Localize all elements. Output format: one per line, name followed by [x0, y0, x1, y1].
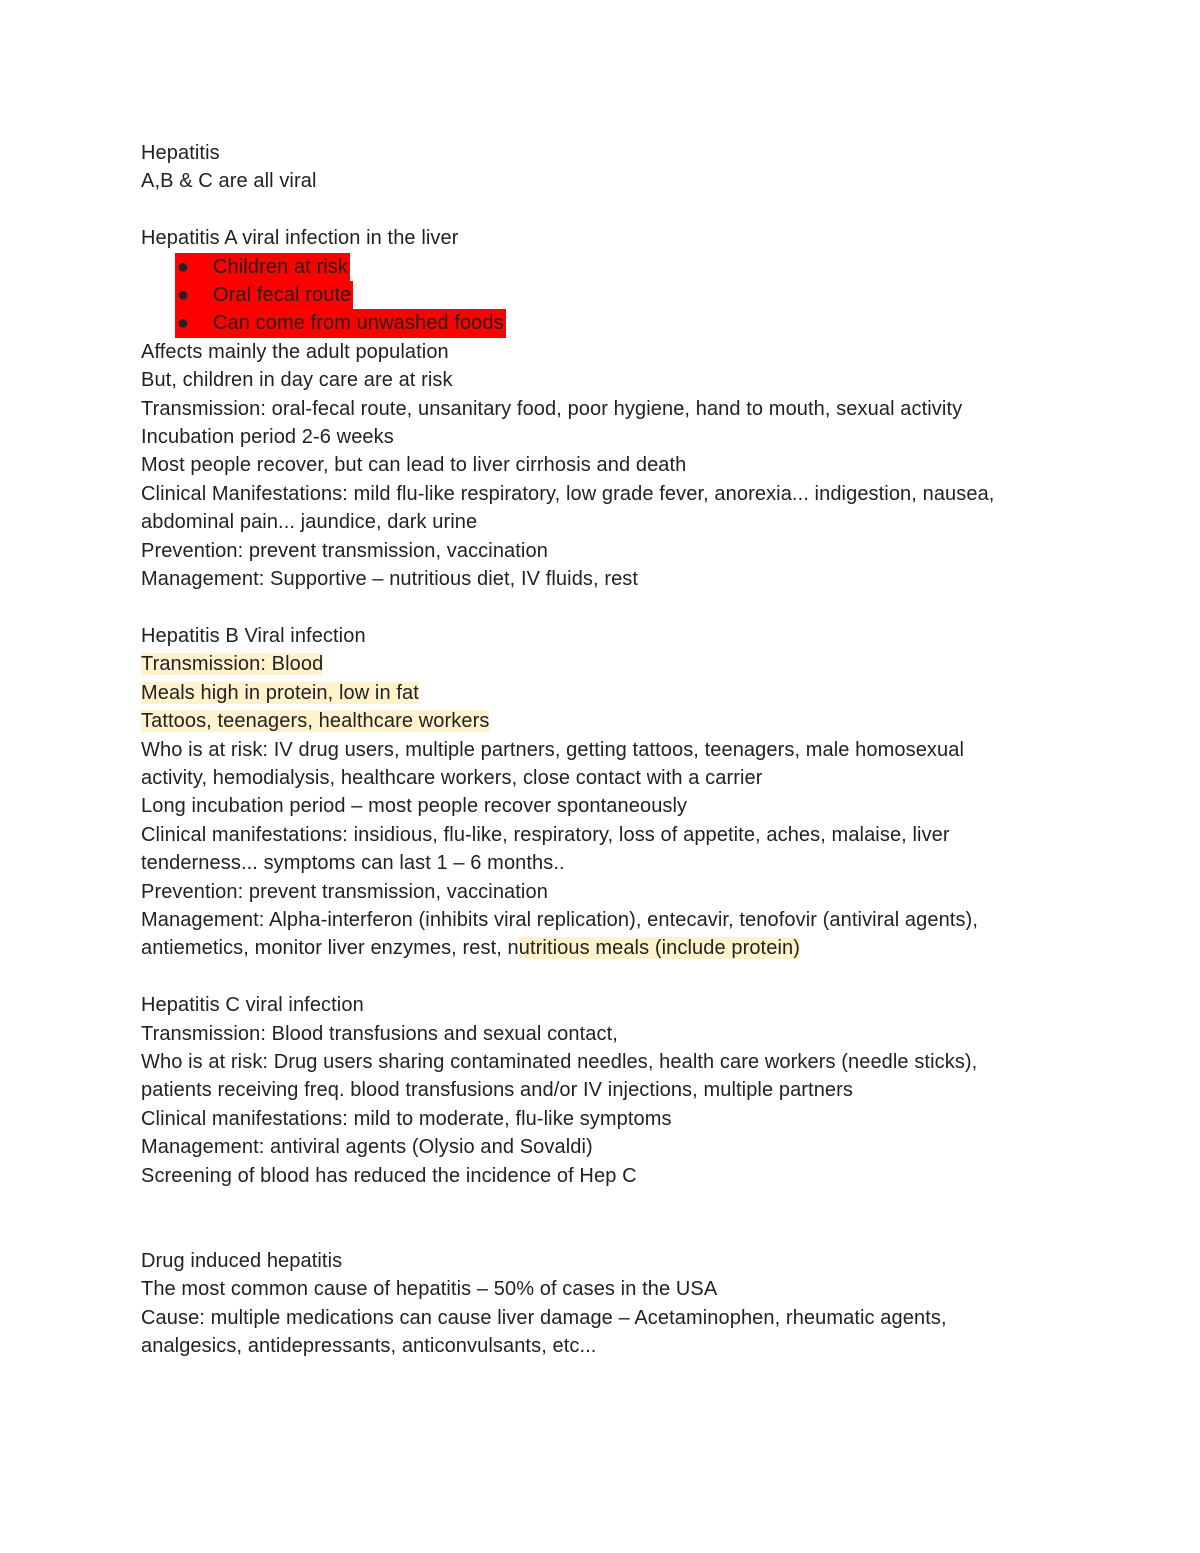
- plain-text: antiemetics, monitor liver enzymes, rest, n: [141, 937, 519, 960]
- text-line: Management: Supportive – nutritious diet, IV fluids, rest: [141, 568, 639, 591]
- yellow-highlight: Meals high in protein, low in fat: [141, 681, 419, 704]
- spacer: [141, 593, 1081, 621]
- text-line: Management: antiviral agents (Olysio and Sovaldi): [141, 1136, 593, 1159]
- hep-a-bullet-list: [141, 253, 1081, 338]
- list-item: [141, 309, 1081, 337]
- text-line: Management: Alpha-interferon (inhibits viral replication), entecavir, tenofovir (antiviral agents),: [141, 908, 978, 931]
- text-line: Incubation period 2-6 weeks: [141, 426, 394, 449]
- hep-c-heading: Hepatitis C viral infection: [141, 994, 364, 1017]
- yellow-highlight: utritious meals (include protein): [518, 937, 800, 960]
- text-line: Prevention: prevent transmission, vaccination: [141, 880, 548, 903]
- text-line: [141, 934, 1081, 962]
- intro-line: A,B & C are all viral: [141, 170, 317, 193]
- text-line: The most common cause of hepatitis – 50% of cases in the USA: [141, 1278, 718, 1301]
- drug-induced-heading: Drug induced hepatitis: [141, 1249, 343, 1272]
- text-line: Clinical manifestations: insidious, flu-like, respiratory, loss of appetite, aches, malaise, liver: [141, 823, 950, 846]
- spacer: [141, 1190, 1081, 1247]
- yellow-highlight: Transmission: Blood: [141, 653, 324, 676]
- hep-a-heading: Hepatitis A viral infection in the liver: [141, 227, 459, 250]
- hep-b-heading: Hepatitis B Viral infection: [141, 624, 366, 647]
- text-line: activity, hemodialysis, healthcare workers, close contact with a carrier: [141, 766, 763, 789]
- text-line: Long incubation period – most people recover spontaneously: [141, 795, 688, 818]
- bullet-icon: ●: [177, 284, 190, 307]
- text-line: Transmission: oral-fecal route, unsanitary food, poor hygiene, hand to mouth, sexual activity: [141, 397, 963, 420]
- bullet-text: Children at risk: [213, 255, 348, 278]
- red-highlight: [175, 309, 506, 337]
- spacer: [141, 963, 1081, 991]
- bullet-text: Can come from unwashed foods: [213, 312, 504, 335]
- red-highlight: [175, 281, 353, 309]
- text-line: Most people recover, but can lead to liver cirrhosis and death: [141, 454, 687, 477]
- spacer: [141, 196, 1081, 224]
- list-item: [141, 281, 1081, 309]
- bullet-icon: ●: [177, 255, 190, 278]
- yellow-highlight: Tattoos, teenagers, healthcare workers: [141, 710, 490, 733]
- text-line: tenderness... symptoms can last 1 – 6 months..: [141, 852, 565, 875]
- bullet-icon: ●: [177, 312, 190, 335]
- text-line: Clinical manifestations: mild to moderate, flu-like symptoms: [141, 1107, 672, 1130]
- text-line: Who is at risk: Drug users sharing contaminated needles, health care workers (needle sticks),: [141, 1050, 978, 1073]
- text-line: analgesics, antidepressants, anticonvulsants, etc...: [141, 1335, 597, 1357]
- bullet-text: Oral fecal route: [213, 284, 352, 307]
- text-line: But, children in day care are at risk: [141, 369, 453, 392]
- text-line: Prevention: prevent transmission, vaccination: [141, 539, 548, 562]
- text-line: [141, 650, 1081, 678]
- text-line: Who is at risk: IV drug users, multiple partners, getting tattoos, teenagers, male homosexual: [141, 738, 965, 761]
- document-title: Hepatitis: [141, 142, 220, 164]
- text-line: [141, 707, 1081, 735]
- text-line: Transmission: Blood transfusions and sexual contact,: [141, 1022, 618, 1045]
- text-line: abdominal pain... jaundice, dark urine: [141, 511, 478, 534]
- text-line: Affects mainly the adult population: [141, 340, 449, 363]
- text-line: Clinical Manifestations: mild flu-like respiratory, low grade fever, anorexia... indigestion, nausea,: [141, 482, 995, 505]
- text-line: Cause: multiple medications can cause liver damage – Acetaminophen, rheumatic agents,: [141, 1306, 947, 1329]
- document-page: [141, 139, 1081, 1360]
- text-line: patients receiving freq. blood transfusions and/or IV injections, multiple partners: [141, 1079, 854, 1102]
- text-line: [141, 679, 1081, 707]
- list-item: [141, 253, 1081, 281]
- text-line: Screening of blood has reduced the incidence of Hep C: [141, 1164, 637, 1187]
- red-highlight: [175, 253, 350, 281]
